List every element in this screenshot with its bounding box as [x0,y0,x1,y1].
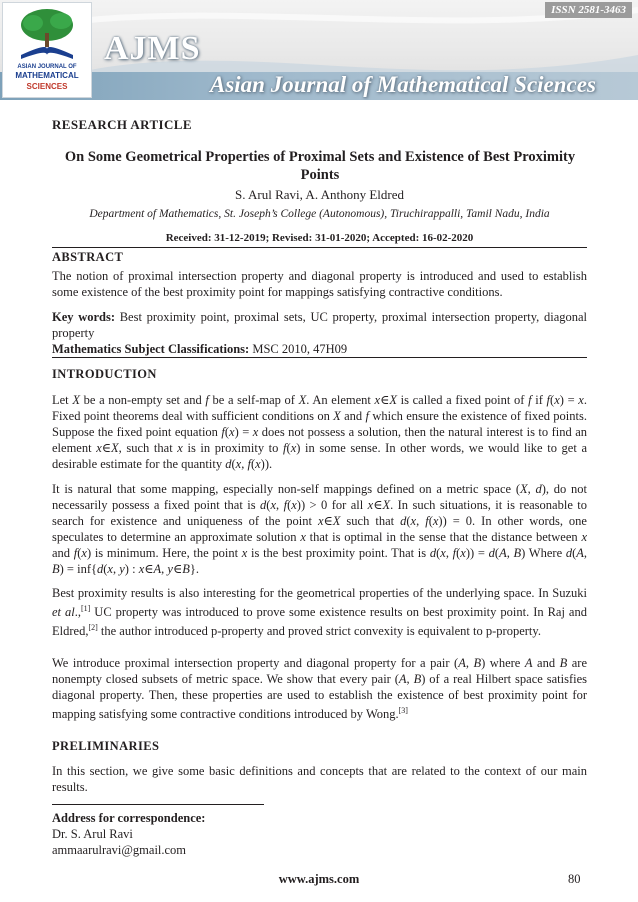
page-number: 80 [568,872,581,886]
tree-book-icon [3,3,91,63]
correspondence-email[interactable]: ammaarulravi@gmail.com [52,843,187,857]
intro-paragraph-2: It is natural that some mapping, especially non-self mappings defined on a metric space (X, d), do not necessarily possess a fixed point that is d(x, f(x)) > 0 for all x∈X. In such situations, it is reasonable to search for existence and uniqueness of the point x∈X such that d(x, f(x)) = 0. In other words, one speculates to determine an approximate solution x that is optimal in the sense that the distance between x and f(x) is minimum. Here, the point x is the best proximity point. That is d(x, f(x)) = d(A, B) Where d(A, B) = inf{d(x, y) : x∈A, y∈B}. [52,482,588,576]
intro-paragraph-3 [52,585,587,639]
logo-text-line-3: SCIENCES [26,82,68,91]
p3-text-b: ., [74,605,81,620]
p3-text-d: the author introduced p-property and proved strict convexity is equivalent to p-property. [97,624,541,639]
correspondence-label: Address for correspondence: [52,811,206,825]
intro-paragraph-4: We introduce proximal intersection property and diagonal property for a pair (A, B) where A and B are nonempty closed subsets of metric space. We show that every pair (A, B) of a real Hilbert space satisfies diagonal property. Then, these properties are used to establish the existence of best proximity point for mapping satisfying some contractive conditions introduced by Wong.[3] [52,656,588,722]
p3-etal: et al [52,605,75,620]
article-type: RESEARCH ARTICLE [52,117,192,132]
footer-url[interactable]: www.ajms.com [278,872,360,886]
preliminaries-heading: PRELIMINARIES [52,739,160,753]
logo-text-line-1: ASIAN JOURNAL OF [17,64,77,70]
article-title: On Some Geometrical Properties of Proximal Sets and Existence of Best Proximity Points [64,149,576,183]
abstract-text: The notion of proximal intersection property and diagonal property is introduced and used to establish some existence of the best proximity point for mappings satisfying contractive conditions. [52,269,587,299]
keywords-text: Best proximity point, proximal sets, UC property, proximal intersection property, diagonal property [52,310,588,340]
msc-label: Mathematics Subject Classifications: [52,342,250,356]
preliminaries-text: In this section, we give some basic definitions and concepts that are related to the context of our main results. [52,764,587,794]
issn-badge: ISSN 2581-3463 [545,2,632,18]
p3-text-a: Best proximity results is also interesting for the geometrical properties of the underlying space. In Suzuki [52,586,587,600]
logo-text-line-2: MATHEMATICAL [15,71,79,80]
introduction-heading: INTRODUCTION [52,367,157,381]
journal-logo [2,2,92,98]
keywords-label: Key words: [52,310,116,324]
divider [52,357,587,358]
divider [52,247,587,248]
abstract-heading: ABSTRACT [52,250,124,264]
msc [52,341,587,357]
journal-abbreviation: AJMS [104,30,201,67]
p3-text-c: UC property was introduced to prove some existence results on best proximity point. In Raj and Eldred, [52,605,587,639]
correspondence-divider [52,804,264,805]
msc-text: MSC 2010, 47H09 [252,342,348,356]
citation-ref-2[interactable]: [2] [88,623,98,633]
journal-name: Asian Journal of Mathematical Sciences [210,72,596,97]
keywords [52,309,587,341]
correspondence-name: Dr. S. Arul Ravi [52,827,133,841]
journal-banner [0,0,638,100]
citation-ref-3[interactable]: [3] [398,706,408,715]
article-dates: Received: 31-12-2019; Revised: 31-01-2020; Accepted: 16-02-2020 [165,232,474,244]
authors: S. Arul Ravi, A. Anthony Eldred [235,187,404,202]
affiliation: Department of Mathematics, St. Joseph’s College (Autonomous), Tiruchirappalli, Tamil Nadu, India [89,208,550,220]
intro-paragraph-1: Let X be a non-empty set and f be a self-map of X. An element x∈X is called a fixed point of f if f(x) = x. Fixed point theorems deal with sufficient conditions on X and f which ensure the existence of fixed points. Suppose the fixed point equation f(x) = x does not possess a solution, then the natural interest is to find an element x∈X, such that x is in proximity to f(x) in some sense. In other words, we would like to get a desirable estimate for the quantity d(x, f(x)). [52,393,588,471]
citation-ref-1[interactable]: [1] [80,604,91,613]
